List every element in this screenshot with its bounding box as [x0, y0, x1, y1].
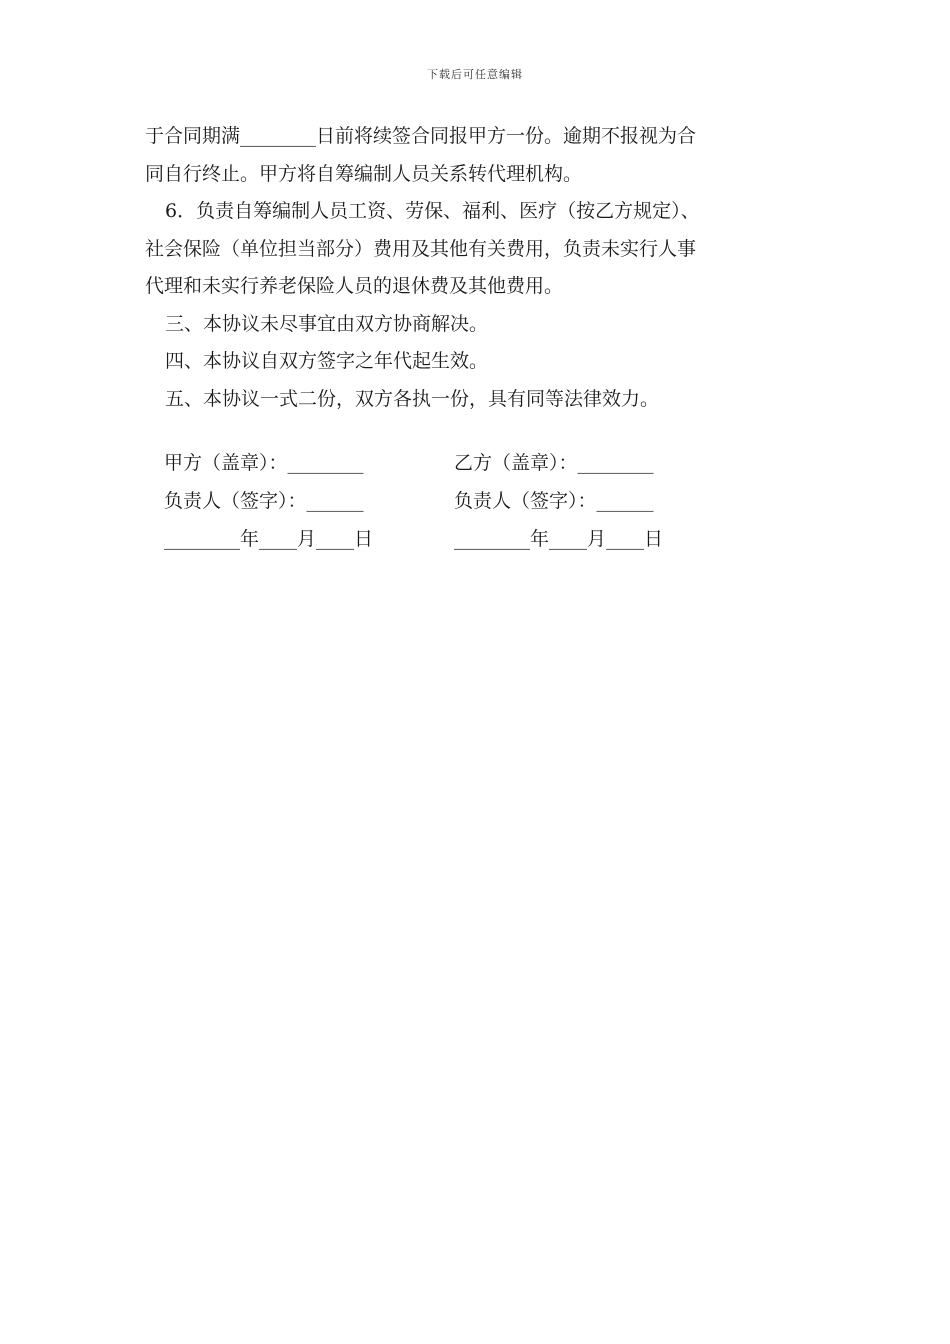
- paragraph-line: 五、本协议一式二份，双方各执一份，具有同等法律效力。: [165, 387, 660, 410]
- seal-row: [164, 448, 784, 486]
- paragraph-line: 同自行终止。甲方将自筹编制人员关系转代理机构。: [145, 162, 583, 185]
- party-b-signer: 负责人（签字）：______: [454, 490, 654, 512]
- document-body: [145, 118, 810, 418]
- party-a-seal: 甲方（盖章）：________: [164, 452, 364, 474]
- party-b-date: ________年____月____日: [454, 528, 664, 550]
- paragraph-line: 社会保险（单位担当部分）费用及其他有关费用，负责未实行人事: [145, 237, 697, 260]
- paragraph-line: 四、本协议自双方签字之年代起生效。: [165, 350, 489, 372]
- page-header: 下载后可任意编辑: [427, 68, 523, 81]
- party-b-seal: 乙方（盖章）：________: [454, 452, 654, 474]
- paragraph-line: 6．负责自筹编制人员工资、劳保、福利、医疗（按乙方规定）、: [165, 200, 700, 222]
- date-row: [164, 524, 784, 562]
- paragraph-line: 代理和未实行养老保险人员的退休费及其他费用。: [145, 275, 564, 297]
- paragraph-line: 于合同期满________日前将续签合同报甲方一份。逾期不报视为合: [145, 125, 697, 147]
- party-a-date: ________年____月____日: [164, 528, 374, 550]
- signer-row: [164, 486, 784, 524]
- party-a-signer: 负责人（签字）：______: [164, 490, 364, 512]
- paragraph-line: 三、本协议未尽事宜由双方协商解决。: [165, 312, 489, 335]
- signature-block: [164, 448, 784, 562]
